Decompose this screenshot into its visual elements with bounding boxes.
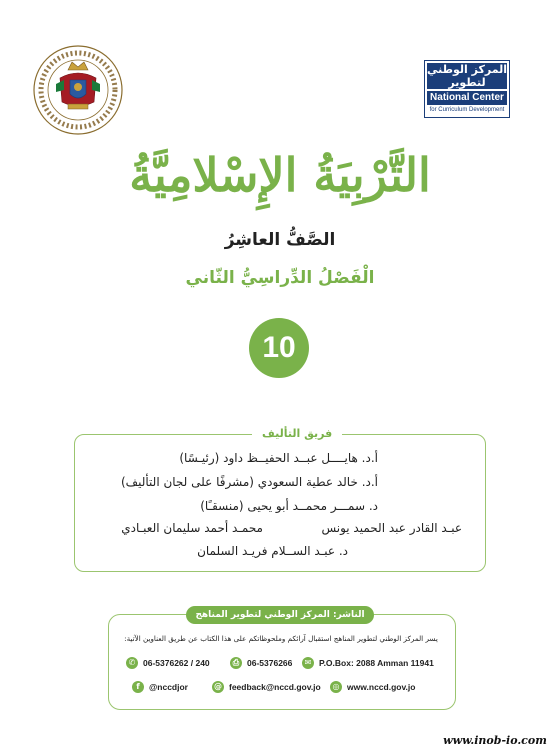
semester-label: الْفَصْلُ الدِّراسِيُّ الثّاني [185, 268, 375, 288]
nccd-logo-english-subtitle: for Curriculum Development [429, 107, 505, 113]
publisher-header: الناشر: المركز الوطني لتطوير المناهج [186, 606, 374, 624]
site-watermark: www.inob-io.com [432, 734, 558, 748]
nccd-logo-english-title: National Center [427, 91, 507, 105]
authors-section-title: فريق التأليف [252, 427, 342, 440]
grade-label: الصَّفُّ العاشِرُ [224, 230, 336, 250]
phone-icon: ✆ [126, 657, 138, 669]
publisher-description: يسر المركز الوطني لتطوير المناهج استقبال آرائكم وملحوظاتكم على هذا الكتاب عن طريق العناوين الآتية: [124, 634, 438, 643]
globe-icon: ◎ [330, 681, 342, 693]
contact-website [330, 681, 415, 693]
facebook-icon: f [132, 681, 144, 693]
grade-number-badge: 10 [249, 318, 309, 378]
email-address: feedback@nccd.gov.jo [229, 682, 321, 692]
contact-pobox [302, 657, 434, 669]
author-name: عبـد القادر عبد الحميد يونس [321, 521, 462, 535]
facebook-handle: @nccdjor [149, 682, 188, 692]
at-sign-icon: @ [214, 682, 222, 691]
pobox-address: P.O.Box: 2088 Amman 11941 [319, 658, 434, 668]
website-url: www.nccd.gov.jo [347, 682, 416, 692]
fax-icon: ⎙ [230, 657, 242, 669]
jordan-emblem-seal [32, 44, 124, 136]
contact-email [212, 681, 321, 693]
emblem-icon [32, 44, 124, 136]
envelope-icon: ✉ [302, 657, 314, 669]
author-name: أ.د. خالد عطية السعودي (مشرفًا على لجان التأليف) [121, 475, 378, 489]
author-name: د. سمـــر محمــد أبو يحيى (منسقـًا) [200, 499, 378, 513]
contact-facebook [132, 681, 188, 693]
phone-number: 06-5376262 / 240 [143, 658, 210, 668]
fax-number: 06-5376266 [247, 658, 293, 668]
nccd-logo-arabic: المركز الوطني لتطوير [427, 63, 507, 89]
author-name: د. عبـد الســلام فريـد السلمان [197, 544, 348, 558]
nccd-logo [424, 60, 510, 118]
author-name: محمـد أحمد سليمان العبـادي [121, 521, 263, 535]
contact-fax [230, 657, 292, 669]
contact-phone [126, 657, 210, 669]
book-title: التَّرْبِيَةُ الإِسْلامِيَّةُ [129, 148, 431, 202]
author-name: أ.د. هايــــل عبــد الحفيــظ داود (رئيـسًا) [179, 451, 378, 465]
